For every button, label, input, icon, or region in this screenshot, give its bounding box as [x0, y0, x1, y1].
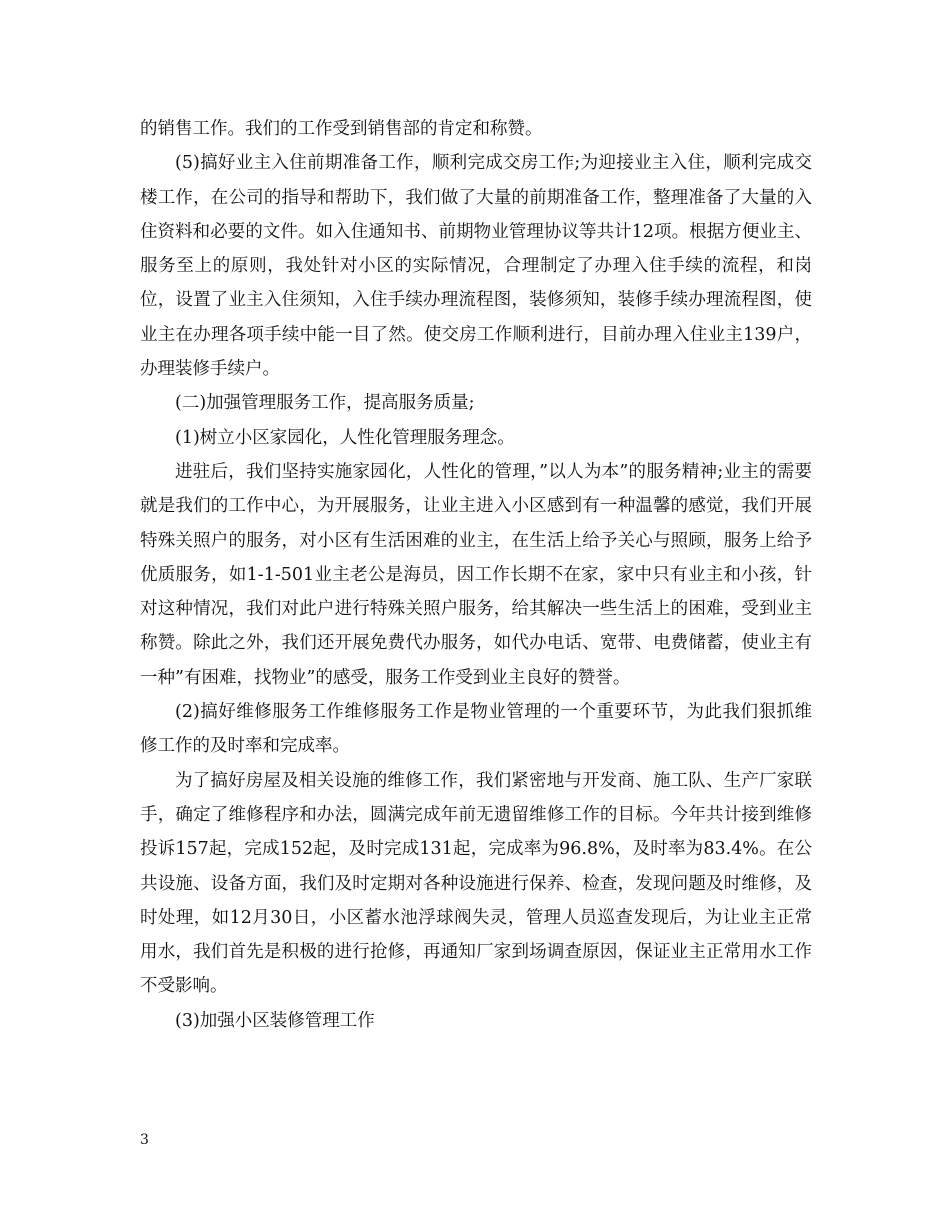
paragraph: 进驻后，我们坚持实施家园化，人性化的管理，”以人为本”的服务精神;业主的需要就是我们的工作中心，为开展服务，让业主进入小区感到有一种温馨的感觉，我们开展特殊关照户的服务，对小区有生活困难的业主，在生活上给予关心与照顾，服务上给予优质服务，如1-1-501业主老公是海员，因工作长期不在家，家中只有业主和小孩，针对这种情况，我们对此户进行特殊关照户服务，给其解决一些生活上的困难，受到业主称赞。除此之外，我们还开展免费代办服务，如代办电话、宽带、电费储蓄，使业主有一种”有困难，找物业”的感受，服务工作受到业主良好的赞誉。 [140, 461, 812, 688]
paragraph: (5)搞好业主入住前期准备工作，顺利完成交房工作;为迎接业主入住，顺利完成交楼工作，在公司的指导和帮助下，我们做了大量的前期准备工作，整理准备了大量的入住资料和必要的文件。如入住通知书、前期物业管理协议等共计12项。根据方便业主、服务至上的原则，我处针对小区的实际情况，合理制定了办理入住手续的流程，和岗位，设置了业主入住须知，入住手续办理流程图，装修须知，装修手续办理流程图，使业主在办理各项手续中能一目了然。使交房工作顺利进行，目前办理入住业主139户，办理装修手续户。 [140, 153, 812, 380]
paragraph: (2)搞好维修服务工作维修服务工作是物业管理的一个重要环节，为此我们狠抓维修工作的及时率和完成率。 [140, 702, 812, 757]
paragraph: 为了搞好房屋及相关设施的维修工作，我们紧密地与开发商、施工队、生产厂家联手，确定了维修程序和办法，圆满完成年前无遗留维修工作的目标。今年共计接到维修投诉157起，完成152起，及时完成131起，完成率为96.8%，及时率为83.4%。在公共设施、设备方面，我们及时定期对各种设施进行保养、检查，发现问题及时维修，及时处理，如12月30日，小区蓄水池浮球阀失灵，管理人员巡查发现后，为让业主正常用水，我们首先是积极的进行抢修，再通知厂家到场调查原因，保证业主正常用水工作不受影响。 [140, 770, 812, 997]
subsection-heading: (3)加强小区装修管理工作 [175, 1010, 375, 1031]
paragraph: 的销售工作。我们的工作受到销售部的肯定和称赞。 [140, 119, 543, 139]
section-heading: (二)加强管理服务工作，提高服务质量; [175, 393, 475, 414]
body-text [140, 112, 812, 1038]
subsection-heading: (1)树立小区家园化，人性化管理服务理念。 [175, 427, 515, 448]
page-number: 3 [140, 1132, 149, 1148]
